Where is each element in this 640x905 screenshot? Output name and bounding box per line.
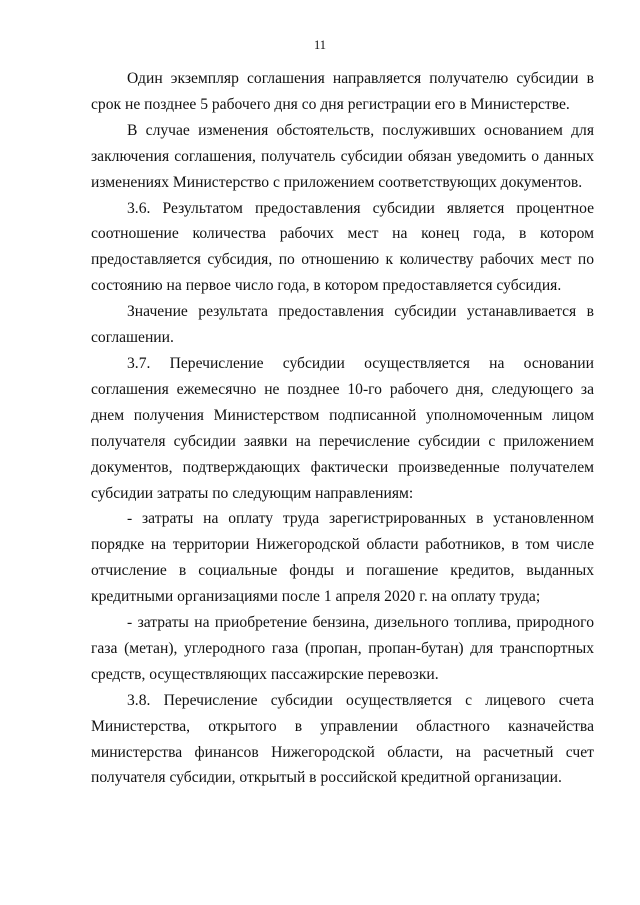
paragraph-3-7-transfer: 3.7. Перечисление субсидии осуществляется на основании соглашения ежемесячно не позднее 10-го рабочего дня, следующего за днем получения Министерством подписанной уполномоченным лицом получателя субсидии заявки на перечисление субсидии с приложением документов, подтверждающих фактически произведенные получателем субсидии затраты по следующим направлениям: xyxy=(91,354,594,502)
paragraph-result-value: Значение результата предоставления субсидии устанавливается в соглашении. xyxy=(91,303,594,347)
page-number: 11 xyxy=(313,38,327,52)
paragraph-agreement-copy: Один экземпляр соглашения направляется получателю субсидии в срок не позднее 5 рабочего дня со дня регистрации его в Министерстве. xyxy=(91,70,594,113)
paragraph-circumstances-change: В случае изменения обстоятельств, послуживших основанием для заключения соглашения, получатель субсидии обязан уведомить о данных изменениях Министерство с приложением соответствующих документов. xyxy=(91,121,594,191)
paragraph-3-8-account: 3.8. Перечисление субсидии осуществляется с лицевого счета Министерства, открытого в управлении областного казначейства министерства финансов Нижегородской области, на расчетный счет получателя субсидии, открытый в российской кредитной организации. xyxy=(91,691,594,787)
paragraph-3-6-result: 3.6. Результатом предоставления субсидии является процентное соотношение количества рабочих мест на конец года, в котором предоставляется субсидия, по отношению к количеству рабочих мест по состоянию на первое число года, в котором предоставляется субсидия. xyxy=(91,199,594,295)
list-item-fuel-costs: - затраты на приобретение бензина, дизельного топлива, природного газа (метан), углеродного газа (пропан, пропан-бутан) для транспортных средств, осуществляющих пассажирские перевозки. xyxy=(91,614,594,683)
document-body xyxy=(91,66,594,791)
list-item-labor-costs: - затраты на оплату труда зарегистрированных в установленном порядке на территории Нижегородской области работников, в том числе отчисление в социальные фонды и погашение кредитов, выданных кредитными организациями после 1 апреля 2020 г. на оплату труда; xyxy=(91,510,594,606)
